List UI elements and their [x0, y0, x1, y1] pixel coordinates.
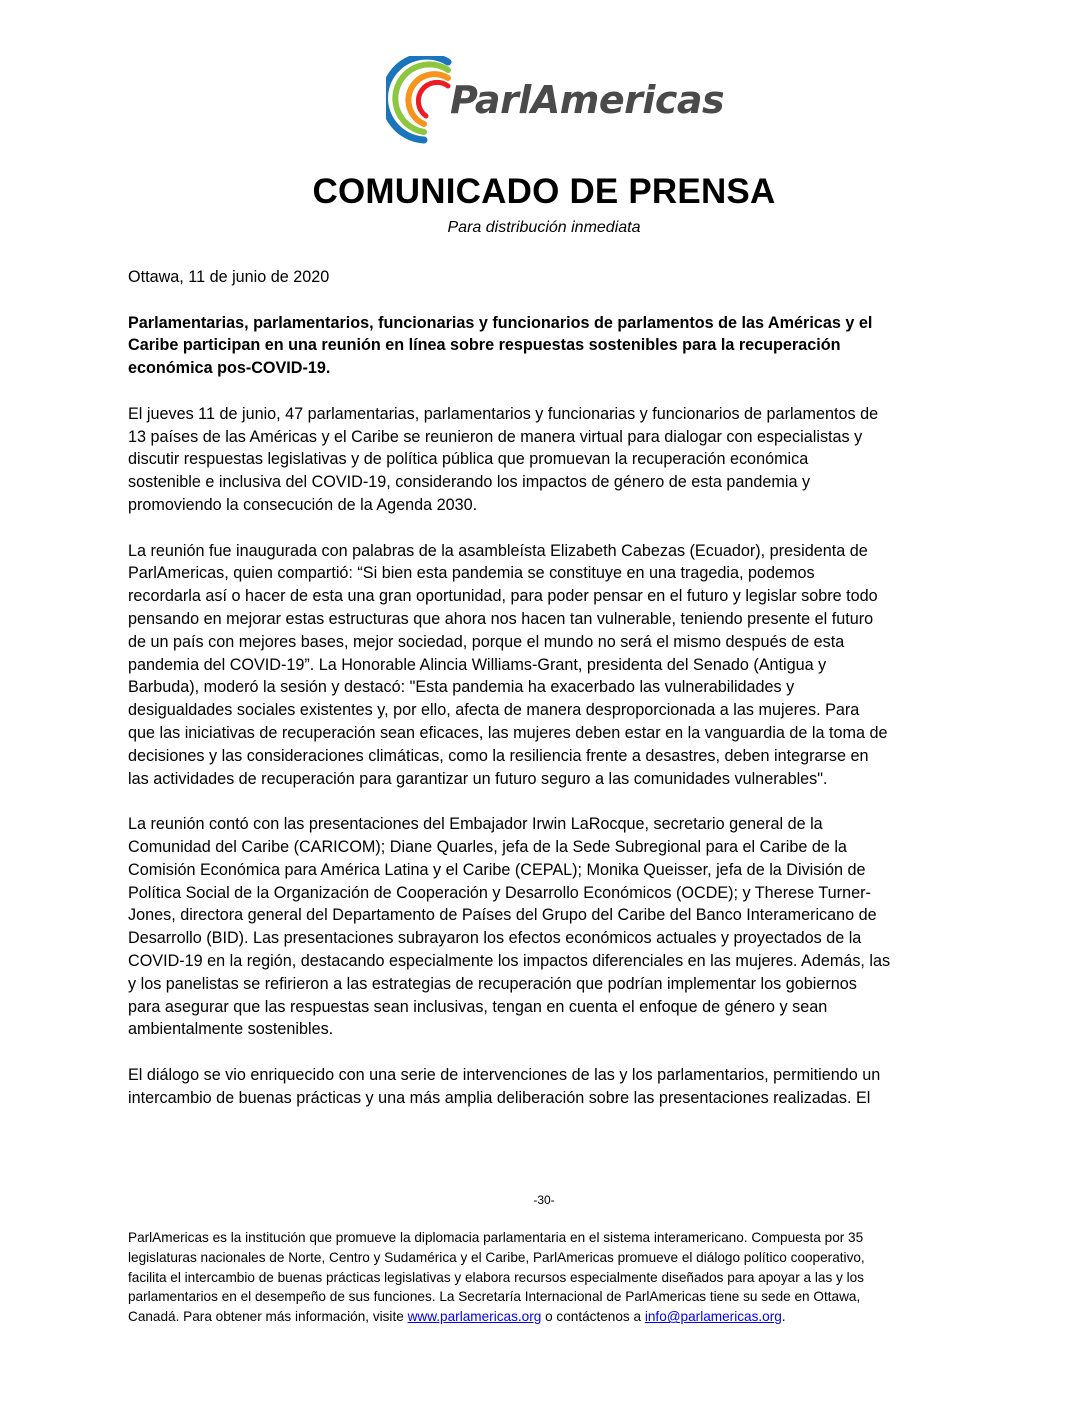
text-line: Desarrollo (BID). Las presentaciones subrayaron los efectos económicos actuales y proyectados de la — [128, 929, 862, 948]
page-number: -30- — [533, 1193, 555, 1207]
footer-line: facilita el intercambio de buenas prácticas legislativas y elabora recursos especialmente diseñados para apoyar a las y los — [128, 1269, 864, 1285]
text-line: y los panelistas se refirieron a las estrategias de recuperación que podrían implementar los gobiernos — [128, 974, 857, 993]
text-line: El jueves 11 de junio, 47 parlamentarias, parlamentarios y funcionarias y funcionarios de parlamentos de — [128, 404, 879, 423]
email-link[interactable]: info@parlamericas.org — [644, 1309, 782, 1325]
text-line: de un país con mejores bases, mejor sociedad, porque el mundo no será el mismo después de esta — [128, 632, 845, 651]
dateline: Ottawa, 11 de junio de 2020 — [128, 268, 330, 286]
text-line: Comisión Económica para América Latina y el Caribe (CEPAL); Monika Queisser, jefa de la División de — [128, 860, 866, 879]
footer-contact-middle: o contáctenos a — [541, 1309, 645, 1325]
paragraph-2 — [128, 540, 968, 791]
text-line: pandemia del COVID-19”. La Honorable Alincia Williams-Grant, presidenta del Senado (Antigua y — [128, 655, 827, 674]
paragraph-1 — [128, 403, 968, 517]
logo-wordmark: ParlAmericas — [450, 78, 725, 122]
text-line: promoviendo la consecución de la Agenda 2030. — [128, 495, 478, 514]
paragraph-4 — [128, 1064, 968, 1110]
text-line: discutir respuestas legislativas y de política pública que promuevan la recuperación económica — [128, 450, 809, 469]
text-line: sostenible e inclusiva del COVID-19, considerando los impactos de género de esta pandemia y — [128, 473, 811, 492]
footer-boilerplate — [128, 1228, 968, 1327]
text-line: 13 países de las Américas y el Caribe se reunieron de manera virtual para dialogar con especialistas y — [128, 427, 863, 446]
text-line: que las iniciativas de recuperación sean eficaces, las mujeres deben estar en la vanguardia de la toma de — [128, 723, 888, 742]
footer-contact-end: . — [781, 1309, 786, 1325]
text-line: La reunión fue inaugurada con palabras de la asambleísta Elizabeth Cabezas (Ecuador), presidenta de — [128, 541, 868, 560]
text-line: recordarla así o hacer de esta una gran oportunidad, para poder pensar en el futuro y legislar sobre todo — [128, 587, 878, 606]
text-line: ParlAmericas, quien compartió: “Si bien esta pandemia se constituye en una tragedia, podemos — [128, 564, 815, 583]
page-title: COMUNICADO DE PRENSA — [312, 172, 776, 211]
press-release-body — [128, 266, 968, 1132]
text-line: Jones, directora general del Departamento de Países del Grupo del Caribe del Banco Interamericano de — [128, 906, 877, 925]
text-line: intercambio de buenas prácticas y una más amplia deliberación sobre las presentaciones realizadas. El — [128, 1088, 871, 1107]
footer-contact-prefix: Canadá. Para obtener más información, visite — [128, 1309, 408, 1325]
website-link[interactable]: www.parlamericas.org — [407, 1309, 542, 1325]
lead-paragraph — [128, 312, 968, 380]
text-line: económica pos-COVID-19. — [128, 359, 331, 378]
text-line: Política Social de la Organización de Cooperación y Desarrollo Económicos (OCDE); y Therese Turner- — [128, 883, 871, 902]
text-line: El diálogo se vio enriquecido con una serie de intervenciones de las y los parlamentarios, permitiendo un — [128, 1065, 881, 1084]
text-line: las actividades de recuperación para garantizar un futuro seguro a las comunidades vulnerables". — [128, 769, 828, 788]
text-line: para asegurar que las respuestas sean inclusivas, tengan en cuenta el enfoque de género y sean — [128, 997, 828, 1016]
text-line: La reunión contó con las presentaciones del Embajador Irwin LaRocque, secretario general de la — [128, 815, 823, 834]
footer-line: parlamentarios en el desempeño de sus funciones. La Secretaría Internacional de ParlAmericas tiene su sede en Ottawa, — [128, 1289, 861, 1305]
text-line: Comunidad del Caribe (CARICOM); Diane Quarles, jefa de la Sede Subregional para el Caribe de la — [128, 837, 847, 856]
footer-line: legislaturas nacionales de Norte, Centro y Sudamérica y el Caribe, ParlAmericas promueve el diálogo político cooperativo, — [128, 1249, 865, 1265]
text-line: pensando en mejorar estas estructuras que ahora nos hacen tan vulnerable, teniendo presente el futuro — [128, 609, 874, 628]
footer-contact-line — [128, 1307, 968, 1327]
page-subtitle: Para distribución inmediata — [447, 219, 641, 236]
parlamericas-logo — [386, 56, 725, 146]
text-line: decisiones y las consideraciones climáticas, como la resiliencia frente a desastres, deben integrarse en — [128, 746, 869, 765]
text-line: desigualdades sociales existentes y, por ello, afecta de manera desproporcionada a las mujeres. Para — [128, 701, 860, 720]
text-line: Barbuda), moderó la sesión y destacó: "Esta pandemia ha exacerbado las vulnerabilidades y — [128, 678, 795, 697]
text-line: Parlamentarias, parlamentarios, funcionarias y funcionarios de parlamentos de las Américas y el — [128, 313, 873, 332]
text-line: Caribe participan en una reunión en línea sobre respuestas sostenibles para la recuperación — [128, 336, 841, 355]
footer-line: ParlAmericas es la institución que promueve la diplomacia parlamentaria en el sistema interamericano. Compuesta por 35 — [128, 1230, 864, 1245]
text-line: ambientalmente sostenibles. — [128, 1020, 334, 1039]
text-line: COVID-19 en la región, destacando especialmente los impactos diferenciales en las mujeres. Además, las — [128, 951, 891, 970]
paragraph-3 — [128, 813, 968, 1041]
